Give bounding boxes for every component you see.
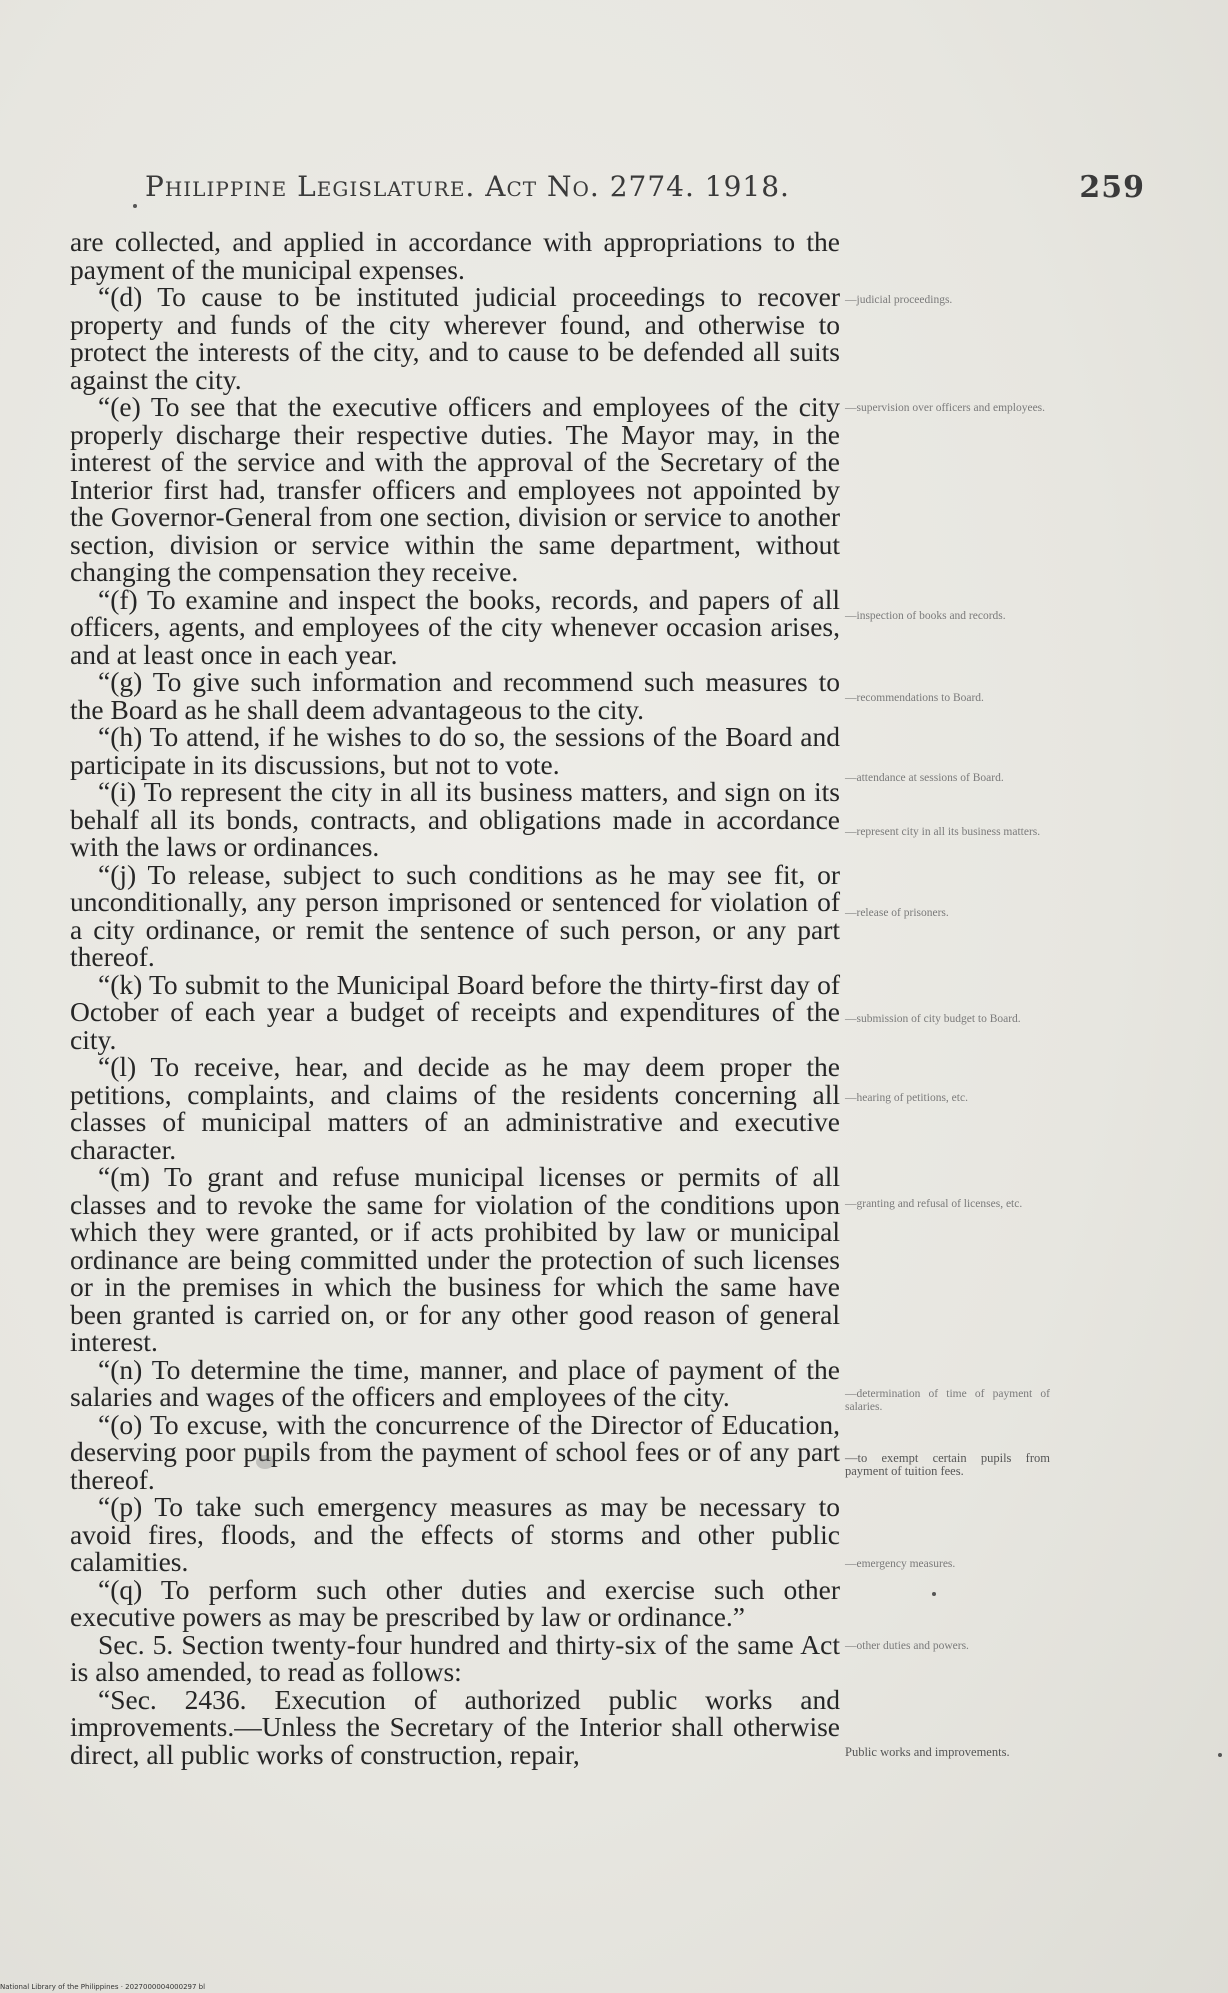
paragraph-g: “(g) To give such information and recommend such measures to the Board as he shall deem advantageous to the city. [70,666,840,725]
paragraph-i: “(i) To represent the city in all its business matters, and sign on its behalf all its bonds, contracts, and obligations made in accordance with the laws or ordinances. [70,776,840,862]
ink-speck [1218,1753,1222,1757]
ink-speck [133,204,137,208]
paragraph-h: “(h) To attend, if he wishes to do so, the sessions of the Board and participate in its discussions, but not to vote. [70,721,840,780]
margin-note-tuition: —to exempt certain pupils from payment of tuition fees. [845,1451,1050,1478]
margin-note-public-works: Public works and improvements. [845,1745,1010,1759]
margin-note-licenses: —granting and refusal of licenses, etc. [845,1198,1023,1210]
paragraph-q: “(q) To perform such other duties and exercise such other executive powers as may be prescribed by law or ordinance.” [70,1573,840,1632]
margin-note-inspection: —inspection of books and records. [845,610,1006,622]
margin-note-other-duties: —other duties and powers. [845,1640,969,1652]
page-header [145,170,1145,210]
paragraph-d: “(d) To cause to be instituted judicial proceedings to recover property and funds of the city wherever found, and otherwise to protect the interests of the city, and to cause to be defended all suits against the city. [70,281,840,395]
scan-footer: National Library of the Philippines · 2027000004000297 bl [0,1983,206,1991]
paragraph-e: “(e) To see that the executive officers and employees of the city properly discharge their respective duties. The Mayor may, in the interest of the service and with the approval of the Secretary of the Interior first had, transfer officers and employees not appointed by the Governor-General from one section, division or service to another section, division or service within the same department, without changing the compensation they receive. [70,391,840,587]
body-text [70,228,840,1768]
paragraph-p: “(p) To take such emergency measures as may be necessary to avoid fires, floods, and the effects of storms and other public calamities. [70,1491,840,1577]
paragraph-n: “(n) To determine the time, manner, and place of payment of the salaries and wages of the officers and employees of the city. [70,1353,840,1412]
ink-smudge [256,1455,274,1469]
margin-note-release: —release of prisoners. [845,907,949,919]
paragraph-continuation: are collected, and applied in accordance with appropriations to the payment of the municipal expenses. [70,226,840,285]
paragraph-m: “(m) To grant and refuse municipal licenses or permits of all classes and to revoke the same for violation of the conditions upon which they were granted, or if acts prohibited by law or municipal ordinance are being committed under the protection of such licenses or in the premises in which the business for which the same have been granted is carried on, or for any other good reason of general interest. [70,1161,840,1357]
margin-note-attendance: —attendance at sessions of Board. [845,772,1004,784]
paragraph-k: “(k) To submit to the Municipal Board before the thirty-first day of October of each year a budget of receipts and expenditures of the city. [70,968,840,1055]
margin-note-judicial: —judicial proceedings. [845,294,953,306]
paragraph-l: “(l) To receive, hear, and decide as he may deem proper the petitions, complaints, and claims of the residents concerning all classes of municipal matters of an administrative and executive character. [70,1051,840,1165]
margin-note-represent: —represent city in all its business matters. [845,826,1041,838]
paragraph-o: “(o) To excuse, with the concurrence of the Director of Education, deserving poor pupils from the payment of school fees or of any part thereof. [70,1408,840,1495]
margin-note-salaries: —determination of time of payment of salaries. [845,1388,1050,1413]
margin-note-recommendations: —recommendations to Board. [845,692,984,704]
running-head: Philippine Legislature. Act No. 2774. 1918. [145,170,790,203]
margin-note-budget: —submission of city budget to Board. [845,1013,1021,1025]
margin-note-emergency: —emergency measures. [845,1558,956,1570]
paragraph-j: “(j) To release, subject to such conditions as he may see fit, or unconditionally, any person imprisoned or sentenced for violation of a city ordinance, or remit the sentence of such person, or any part thereof. [70,858,840,972]
ink-speck [932,1592,936,1596]
page-number: 259 [1079,170,1145,205]
paragraph-f: “(f) To examine and inspect the books, records, and papers of all officers, agents, and employees of the city whenever occasion arises, and at least once in each year. [70,583,840,670]
margin-note-hearing: —hearing of petitions, etc. [845,1092,968,1104]
section-2436-paragraph: “Sec. 2436. Execution of authorized public works and improvements.—Unless the Secretary of the Interior shall otherwise direct, all public works of construction, repair, [70,1683,840,1770]
margin-note-supervision: —supervision over officers and employees. [845,402,1046,414]
section-5-paragraph: Sec. 5. Section twenty-four hundred and thirty-six of the same Act is also amended, to read as follows: [70,1628,840,1687]
